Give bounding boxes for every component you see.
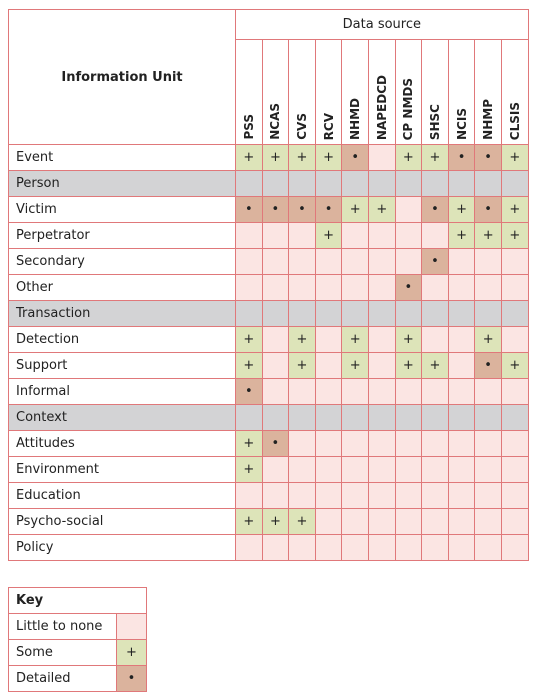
section-cell bbox=[475, 405, 502, 431]
cell-none bbox=[395, 457, 422, 483]
table-row-secondary bbox=[9, 249, 529, 275]
cell-none bbox=[368, 457, 395, 483]
cell-none bbox=[475, 249, 502, 275]
table-row-psycho-social bbox=[9, 509, 529, 535]
cell-none bbox=[475, 431, 502, 457]
cell-none bbox=[342, 535, 369, 561]
cell-some: + bbox=[422, 353, 449, 379]
cell-none bbox=[368, 353, 395, 379]
cell-some: + bbox=[236, 509, 263, 535]
cell-some: + bbox=[342, 197, 369, 223]
source-header-nhmd bbox=[342, 40, 369, 145]
row-label: Attitudes bbox=[9, 431, 236, 457]
row-label: Support bbox=[9, 353, 236, 379]
cell-none bbox=[422, 483, 449, 509]
table-row-attitudes bbox=[9, 431, 529, 457]
table-row-other bbox=[9, 275, 529, 301]
cell-none bbox=[289, 431, 316, 457]
section-cell bbox=[368, 171, 395, 197]
cell-some: + bbox=[236, 353, 263, 379]
cell-none bbox=[448, 353, 475, 379]
cell-some: + bbox=[262, 509, 289, 535]
key-row-little-to-none bbox=[9, 614, 147, 640]
cell-none bbox=[448, 431, 475, 457]
cell-detailed: • bbox=[475, 145, 502, 171]
cell-none bbox=[395, 223, 422, 249]
source-header-nhmp bbox=[475, 40, 502, 145]
cell-none bbox=[368, 431, 395, 457]
section-cell bbox=[368, 301, 395, 327]
key-table bbox=[8, 587, 147, 692]
section-cell bbox=[475, 171, 502, 197]
cell-some: + bbox=[342, 353, 369, 379]
section-cell bbox=[289, 301, 316, 327]
section-cell bbox=[501, 301, 528, 327]
cell-some: + bbox=[422, 145, 449, 171]
cell-none bbox=[448, 483, 475, 509]
cell-none bbox=[448, 379, 475, 405]
cell-none bbox=[368, 327, 395, 353]
source-label: NAPEDCD bbox=[374, 74, 389, 140]
row-label: Transaction bbox=[9, 301, 236, 327]
table-row-informal bbox=[9, 379, 529, 405]
cell-none bbox=[422, 431, 449, 457]
cell-none bbox=[289, 223, 316, 249]
cell-none bbox=[315, 431, 342, 457]
cell-none bbox=[368, 509, 395, 535]
cell-none bbox=[289, 379, 316, 405]
data-source-table bbox=[8, 9, 529, 561]
section-cell bbox=[422, 301, 449, 327]
cell-some: + bbox=[501, 353, 528, 379]
source-header-cvs bbox=[289, 40, 316, 145]
cell-none bbox=[368, 223, 395, 249]
cell-none bbox=[368, 379, 395, 405]
cell-some: + bbox=[342, 327, 369, 353]
cell-some: + bbox=[501, 197, 528, 223]
cell-none bbox=[368, 535, 395, 561]
cell-none bbox=[315, 379, 342, 405]
cell-none bbox=[262, 327, 289, 353]
source-label: PSS bbox=[241, 114, 256, 140]
cell-none bbox=[342, 223, 369, 249]
section-cell bbox=[448, 171, 475, 197]
cell-some: + bbox=[236, 431, 263, 457]
cell-detailed: • bbox=[262, 431, 289, 457]
cell-some: + bbox=[475, 327, 502, 353]
key-row-detailed bbox=[9, 666, 147, 692]
cell-none bbox=[501, 483, 528, 509]
cell-none bbox=[395, 197, 422, 223]
section-cell bbox=[342, 171, 369, 197]
cell-detailed: • bbox=[262, 197, 289, 223]
cell-none bbox=[342, 275, 369, 301]
section-row-transaction bbox=[9, 301, 529, 327]
cell-none bbox=[501, 249, 528, 275]
section-cell bbox=[289, 171, 316, 197]
cell-none bbox=[395, 535, 422, 561]
cell-none bbox=[395, 249, 422, 275]
row-label: Victim bbox=[9, 197, 236, 223]
section-cell bbox=[368, 405, 395, 431]
key-label: Some bbox=[9, 640, 117, 666]
cell-none bbox=[236, 535, 263, 561]
section-cell bbox=[448, 405, 475, 431]
cell-none bbox=[342, 457, 369, 483]
row-label: Education bbox=[9, 483, 236, 509]
source-header-shsc bbox=[422, 40, 449, 145]
key-swatch-some: + bbox=[117, 640, 147, 666]
row-label: Context bbox=[9, 405, 236, 431]
cell-detailed: • bbox=[448, 145, 475, 171]
source-label: NHMD bbox=[348, 98, 363, 140]
cell-none bbox=[262, 353, 289, 379]
cell-none bbox=[501, 535, 528, 561]
section-cell bbox=[395, 171, 422, 197]
cell-none bbox=[289, 483, 316, 509]
section-cell bbox=[262, 171, 289, 197]
section-cell bbox=[501, 405, 528, 431]
row-label: Informal bbox=[9, 379, 236, 405]
table-row-victim bbox=[9, 197, 529, 223]
section-cell bbox=[315, 405, 342, 431]
cell-none bbox=[448, 457, 475, 483]
cell-none bbox=[448, 249, 475, 275]
cell-some: + bbox=[501, 145, 528, 171]
cell-some: + bbox=[448, 223, 475, 249]
table-row-education bbox=[9, 483, 529, 509]
cell-none bbox=[236, 275, 263, 301]
cell-some: + bbox=[475, 223, 502, 249]
cell-none bbox=[448, 327, 475, 353]
row-label: Psycho-social bbox=[9, 509, 236, 535]
cell-none bbox=[501, 379, 528, 405]
cell-none bbox=[315, 457, 342, 483]
section-cell bbox=[289, 405, 316, 431]
cell-none bbox=[342, 379, 369, 405]
cell-none bbox=[368, 483, 395, 509]
cell-none bbox=[395, 509, 422, 535]
cell-some: + bbox=[262, 145, 289, 171]
cell-none bbox=[475, 457, 502, 483]
row-label: Perpetrator bbox=[9, 223, 236, 249]
key-title: Key bbox=[9, 588, 147, 614]
cell-some: + bbox=[289, 353, 316, 379]
table-row-detection bbox=[9, 327, 529, 353]
cell-none bbox=[475, 509, 502, 535]
section-cell bbox=[262, 405, 289, 431]
cell-none bbox=[342, 249, 369, 275]
cell-some: + bbox=[395, 353, 422, 379]
cell-none bbox=[448, 275, 475, 301]
source-label: RCV bbox=[321, 112, 336, 140]
cell-none bbox=[315, 249, 342, 275]
cell-none bbox=[236, 249, 263, 275]
cell-some: + bbox=[236, 327, 263, 353]
section-cell bbox=[262, 301, 289, 327]
section-cell bbox=[448, 301, 475, 327]
cell-none bbox=[315, 353, 342, 379]
source-label: SHSC bbox=[427, 103, 442, 140]
cell-none bbox=[475, 275, 502, 301]
source-header-pss bbox=[236, 40, 263, 145]
cell-detailed: • bbox=[422, 197, 449, 223]
section-cell bbox=[395, 405, 422, 431]
cell-none bbox=[422, 535, 449, 561]
cell-detailed: • bbox=[475, 197, 502, 223]
cell-detailed: • bbox=[395, 275, 422, 301]
table-row-support bbox=[9, 353, 529, 379]
row-label: Environment bbox=[9, 457, 236, 483]
section-cell bbox=[315, 171, 342, 197]
cell-none bbox=[448, 509, 475, 535]
key-swatch-detailed: • bbox=[117, 666, 147, 692]
section-cell bbox=[342, 405, 369, 431]
key-label: Little to none bbox=[9, 614, 117, 640]
cell-some: + bbox=[368, 197, 395, 223]
cell-none bbox=[289, 275, 316, 301]
cell-detailed: • bbox=[422, 249, 449, 275]
cell-none bbox=[422, 223, 449, 249]
cell-some: + bbox=[395, 145, 422, 171]
cell-none bbox=[315, 483, 342, 509]
cell-none bbox=[315, 535, 342, 561]
cell-some: + bbox=[501, 223, 528, 249]
cell-none bbox=[395, 379, 422, 405]
section-cell bbox=[395, 301, 422, 327]
cell-none bbox=[422, 379, 449, 405]
cell-none bbox=[422, 457, 449, 483]
section-cell bbox=[236, 405, 263, 431]
source-header-rcv bbox=[315, 40, 342, 145]
row-label: Event bbox=[9, 145, 236, 171]
cell-none bbox=[262, 457, 289, 483]
cell-none bbox=[475, 379, 502, 405]
cell-none bbox=[262, 249, 289, 275]
section-cell bbox=[422, 405, 449, 431]
key-label: Detailed bbox=[9, 666, 117, 692]
cell-none bbox=[289, 249, 316, 275]
cell-none bbox=[262, 223, 289, 249]
cell-none bbox=[368, 249, 395, 275]
cell-none bbox=[395, 431, 422, 457]
cell-none bbox=[342, 509, 369, 535]
section-cell bbox=[236, 301, 263, 327]
information-unit-header: Information Unit bbox=[9, 10, 236, 145]
cell-some: + bbox=[315, 145, 342, 171]
source-header-cp-nmds bbox=[395, 40, 422, 145]
table-row-perpetrator bbox=[9, 223, 529, 249]
cell-none bbox=[395, 483, 422, 509]
row-label: Person bbox=[9, 171, 236, 197]
source-header-napedcd bbox=[368, 40, 395, 145]
cell-none bbox=[501, 509, 528, 535]
cell-none bbox=[315, 327, 342, 353]
source-label: CLSIS bbox=[507, 101, 522, 140]
cell-none bbox=[342, 431, 369, 457]
table-row-environment bbox=[9, 457, 529, 483]
section-cell bbox=[315, 301, 342, 327]
cell-none bbox=[501, 457, 528, 483]
cell-none bbox=[289, 535, 316, 561]
data-source-header: Data source bbox=[236, 10, 529, 40]
cell-some: + bbox=[236, 145, 263, 171]
section-row-context bbox=[9, 405, 529, 431]
cell-some: + bbox=[236, 457, 263, 483]
row-label: Policy bbox=[9, 535, 236, 561]
cell-none bbox=[262, 275, 289, 301]
cell-some: + bbox=[289, 145, 316, 171]
cell-none bbox=[236, 483, 263, 509]
source-header-ncas bbox=[262, 40, 289, 145]
cell-some: + bbox=[448, 197, 475, 223]
cell-none bbox=[422, 275, 449, 301]
row-label: Detection bbox=[9, 327, 236, 353]
cell-none bbox=[422, 327, 449, 353]
cell-none bbox=[315, 275, 342, 301]
cell-some: + bbox=[289, 509, 316, 535]
cell-none bbox=[342, 483, 369, 509]
cell-some: + bbox=[395, 327, 422, 353]
cell-none bbox=[262, 483, 289, 509]
source-label: CVS bbox=[294, 113, 309, 140]
key-row-some bbox=[9, 640, 147, 666]
cell-none bbox=[368, 275, 395, 301]
key-swatch-none bbox=[117, 614, 147, 640]
cell-detailed: • bbox=[236, 379, 263, 405]
cell-some: + bbox=[289, 327, 316, 353]
cell-detailed: • bbox=[475, 353, 502, 379]
cell-none bbox=[289, 457, 316, 483]
cell-none bbox=[501, 431, 528, 457]
cell-detailed: • bbox=[289, 197, 316, 223]
section-cell bbox=[342, 301, 369, 327]
cell-none bbox=[262, 535, 289, 561]
table-row-policy bbox=[9, 535, 529, 561]
cell-some: + bbox=[315, 223, 342, 249]
cell-none bbox=[475, 483, 502, 509]
source-header-clsis bbox=[501, 40, 528, 145]
cell-none bbox=[262, 379, 289, 405]
source-label: NHMP bbox=[481, 99, 496, 140]
cell-none bbox=[236, 223, 263, 249]
cell-none bbox=[368, 145, 395, 171]
cell-none bbox=[501, 275, 528, 301]
row-label: Secondary bbox=[9, 249, 236, 275]
section-cell bbox=[422, 171, 449, 197]
cell-none bbox=[422, 509, 449, 535]
section-cell bbox=[501, 171, 528, 197]
source-label: CP NMDS bbox=[401, 77, 416, 140]
cell-detailed: • bbox=[342, 145, 369, 171]
cell-none bbox=[475, 535, 502, 561]
row-label: Other bbox=[9, 275, 236, 301]
cell-detailed: • bbox=[315, 197, 342, 223]
cell-detailed: • bbox=[236, 197, 263, 223]
cell-none bbox=[501, 327, 528, 353]
source-label: NCIS bbox=[454, 108, 469, 140]
source-label: NCAS bbox=[268, 103, 283, 140]
source-header-ncis bbox=[448, 40, 475, 145]
cell-none bbox=[315, 509, 342, 535]
cell-none bbox=[448, 535, 475, 561]
table-row-event bbox=[9, 145, 529, 171]
section-cell bbox=[236, 171, 263, 197]
section-cell bbox=[475, 301, 502, 327]
section-row-person bbox=[9, 171, 529, 197]
